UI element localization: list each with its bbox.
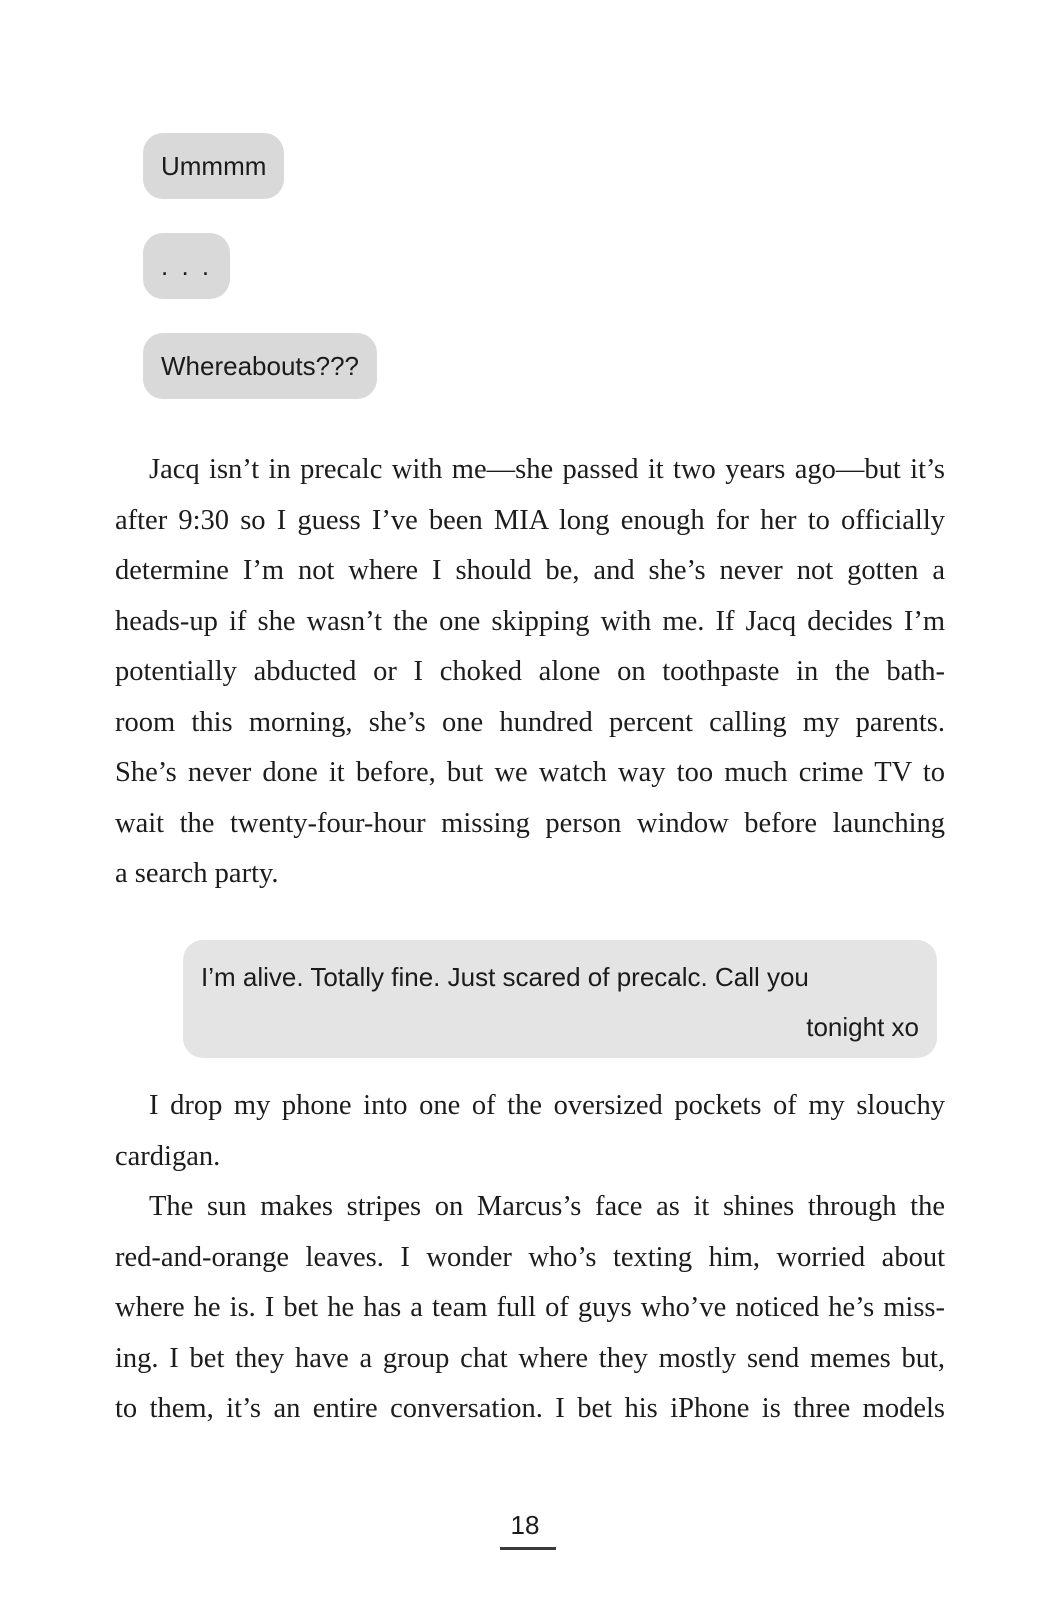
typing-indicator-bubble: . . . — [143, 233, 230, 299]
text-line: heads-up if she wasn’t the one skipping with me. If Jacq decides I’m — [115, 605, 945, 637]
paragraph-marcus — [115, 1182, 945, 1435]
text-line: room this morning, she’s one hundred percent calling my parents. — [115, 706, 945, 738]
page-number: 18 — [510, 1510, 540, 1540]
incoming-message-bubble: Ummmm — [143, 133, 284, 199]
text-line: after 9:30 so I guess I’ve been MIA long enough for her to officially — [115, 504, 945, 536]
text-line: She’s never done it before, but we watch way too much crime TV to — [115, 757, 945, 788]
text-line: red-and-orange leaves. I wonder who’s texting him, worried about — [115, 1241, 945, 1273]
outgoing-message-bubble — [183, 940, 937, 1058]
text-line: Jacq isn’t in precalc with me—she passed it two years ago—but it’s — [149, 454, 945, 485]
paragraph-phone — [115, 1081, 945, 1182]
text-line: wait the twenty-four-hour missing person window before launching — [115, 807, 945, 839]
text-line: ing. I bet they have a group chat where they mostly send memes but, — [115, 1342, 945, 1374]
text-line: to them, it’s an entire conversation. I bet his iPhone is three models — [115, 1393, 945, 1424]
text-line: determine I’m not where I should be, and she’s never not gotten a — [115, 555, 945, 586]
text-line: potentially abducted or I choked alone on toothpaste in the bath- — [115, 656, 945, 687]
text-line: I drop my phone into one of the oversized pockets of my slouchy — [149, 1090, 945, 1121]
text-line: where he is. I bet he has a team full of guys who’ve noticed he’s miss- — [115, 1292, 945, 1323]
outgoing-message-line: I’m alive. Totally fine. Just scared of precalc. Call you — [201, 962, 809, 992]
outgoing-message-line: tonight xo — [806, 1012, 919, 1042]
incoming-message-bubble: Whereabouts??? — [143, 333, 377, 399]
paragraph-jacq — [115, 445, 945, 900]
page-number-rule — [500, 1547, 556, 1550]
text-line: cardigan. — [115, 1140, 221, 1172]
text-line: a search party. — [115, 858, 279, 889]
text-line: The sun makes stripes on Marcus’s face as it shines through the — [149, 1191, 945, 1222]
